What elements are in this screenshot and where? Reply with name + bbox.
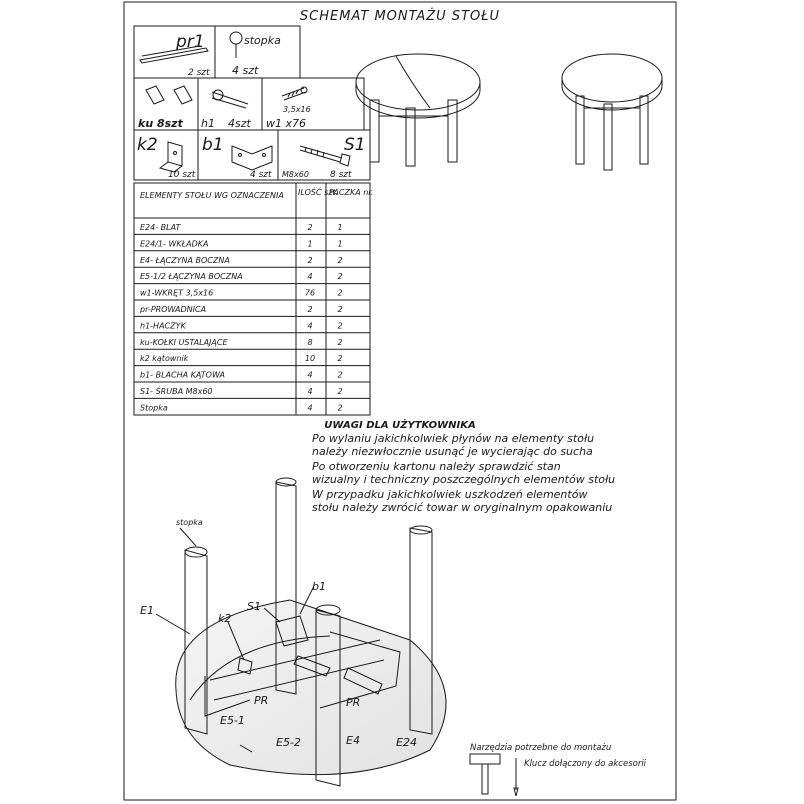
- notes-line: należy niezwłocznie usunąć je wycierając do sucha: [312, 445, 593, 458]
- angle-bracket-icon: [160, 142, 182, 172]
- parts-grid: [134, 26, 370, 180]
- part-code-b1: b1: [202, 135, 224, 155]
- table-cell-element: h1-HACZYK: [140, 321, 186, 331]
- label-k2: k2: [218, 612, 232, 625]
- part-qty-stopka: 4 szt: [232, 64, 259, 77]
- label-e24: E24: [396, 736, 417, 749]
- label-stopka: stopka: [176, 518, 203, 527]
- table-cell-element: E24/1- WKŁADKA: [140, 239, 209, 249]
- label-e4: E4: [346, 734, 360, 747]
- part-qty-s1: 8 szt: [330, 170, 352, 180]
- part-spec-s1: M8x60: [282, 170, 309, 179]
- notes-heading: UWAGI DLA UŻYTKOWNIKA: [324, 420, 476, 431]
- table-cell-pack: 2: [337, 272, 343, 282]
- part-code-pr1: pr1: [176, 32, 205, 52]
- table-cell-pack: 2: [337, 305, 343, 314]
- table-cell-element: w1-WKRĘT 3,5x16: [140, 288, 214, 298]
- table-cell-pack: 2: [337, 387, 343, 396]
- table-extended-illustration: [356, 54, 480, 166]
- label-e1: E1: [140, 604, 154, 617]
- table-cell-pack: 1: [337, 223, 343, 232]
- table-cell-qty: 2: [307, 223, 313, 232]
- tools-heading: Narzędzia potrzebne do montażu: [470, 743, 612, 753]
- bolt-icon: [300, 146, 350, 166]
- part-code-w1: w1 x76: [266, 117, 306, 130]
- part-qty-pr1: 2 szt: [188, 68, 210, 78]
- table-cell-pack: 2: [337, 337, 343, 347]
- table-cell-pack: 2: [337, 403, 343, 413]
- label-e5-1: E5-1: [220, 714, 245, 727]
- table-cell-element: E4- ŁĄCZYNA BOCZNA: [140, 255, 230, 265]
- part-code-k2: k2: [137, 135, 158, 155]
- table-cell-element: b1- BLACHA KĄTOWA: [140, 370, 225, 380]
- corner-plate-icon: [232, 146, 272, 170]
- key-icon: [514, 758, 518, 796]
- notes-line: stołu należy zwrócić towar w oryginalnym opakowaniu: [312, 501, 613, 514]
- table-header-element: ELEMENTY STOŁU WG OZNACZENIA: [140, 191, 284, 200]
- foot-icon: [230, 32, 242, 58]
- table-cell-element: ku-KOŁKI USTALAJĄCE: [140, 337, 228, 347]
- part-code-ku: ku 8szt: [138, 117, 183, 130]
- table-cell-qty: 2: [307, 255, 313, 265]
- table-cell-qty: 8: [307, 337, 313, 347]
- dowel-icon: [146, 86, 192, 104]
- label-s1: S1: [247, 600, 261, 613]
- hammer-icon: [470, 754, 500, 794]
- table-cell-element: k2 kątownik: [140, 354, 189, 364]
- table-header-qty: ILOŚĆ szt.: [298, 188, 339, 197]
- table-cell-qty: 4: [307, 387, 313, 396]
- table-cell-qty: 4: [307, 370, 313, 380]
- screw-icon: [282, 87, 307, 100]
- label-pr-left: PR: [254, 694, 269, 707]
- page-title: SCHEMAT MONTAŻU STOŁU: [299, 9, 501, 24]
- table-cell-qty: 4: [307, 403, 313, 413]
- notes-line: W przypadku jakichkolwiek uszkodzeń elementów: [312, 488, 588, 501]
- table-cell-pack: 2: [337, 370, 343, 380]
- part-qty-k2: 10 szt: [168, 170, 196, 180]
- notes-line: wizualny i techniczny poszczególnych elementów stołu: [312, 473, 616, 486]
- table-cell-qty: 2: [307, 305, 313, 314]
- table-cell-pack: 1: [337, 239, 343, 249]
- table-cell-pack: 2: [337, 354, 343, 364]
- table-cell-element: E5-1/2 ŁĄCZYNA BOCZNA: [140, 272, 243, 282]
- hook-icon: [212, 90, 248, 108]
- table-cell-pack: 2: [337, 288, 343, 298]
- part-qty-h1: 4szt: [228, 117, 251, 130]
- label-e5-2: E5-2: [276, 736, 301, 749]
- table-cell-element: E24- BLAT: [140, 223, 181, 232]
- table-folded-illustration: [562, 54, 662, 170]
- part-code-s1: S1: [344, 135, 366, 155]
- table-cell-element: Stopka: [140, 403, 168, 413]
- elements-table: [134, 186, 373, 412]
- table-cell-qty: 4: [307, 272, 313, 282]
- part-qty-b1: 4 szt: [250, 170, 272, 180]
- notes-line: Po wylaniu jakichkolwiek płynów na elementy stołu: [312, 432, 595, 445]
- part-spec-w1: 3,5x16: [283, 105, 311, 114]
- label-b1: b1: [312, 580, 326, 593]
- table-cell-pack: 2: [337, 321, 343, 331]
- table-cell-qty: 4: [307, 321, 313, 331]
- tools-key-note: Klucz dołączony do akcesorii: [524, 759, 647, 769]
- label-pr-right: PR: [346, 696, 361, 709]
- table-cell-qty: 1: [307, 239, 313, 249]
- part-code-h1: h1: [201, 117, 215, 130]
- part-code-stopka: stopka: [244, 34, 281, 47]
- table-header-pack: PACZKA nr.: [329, 188, 374, 197]
- table-cell-qty: 10: [304, 354, 316, 364]
- table-cell-pack: 2: [337, 255, 343, 265]
- notes-line: Po otworzeniu kartonu należy sprawdzić stan: [312, 460, 561, 473]
- table-cell-element: S1- ŚRUBA M8x60: [140, 387, 213, 396]
- table-cell-element: pr-PROWADNICA: [140, 305, 207, 314]
- table-cell-qty: 76: [304, 288, 316, 298]
